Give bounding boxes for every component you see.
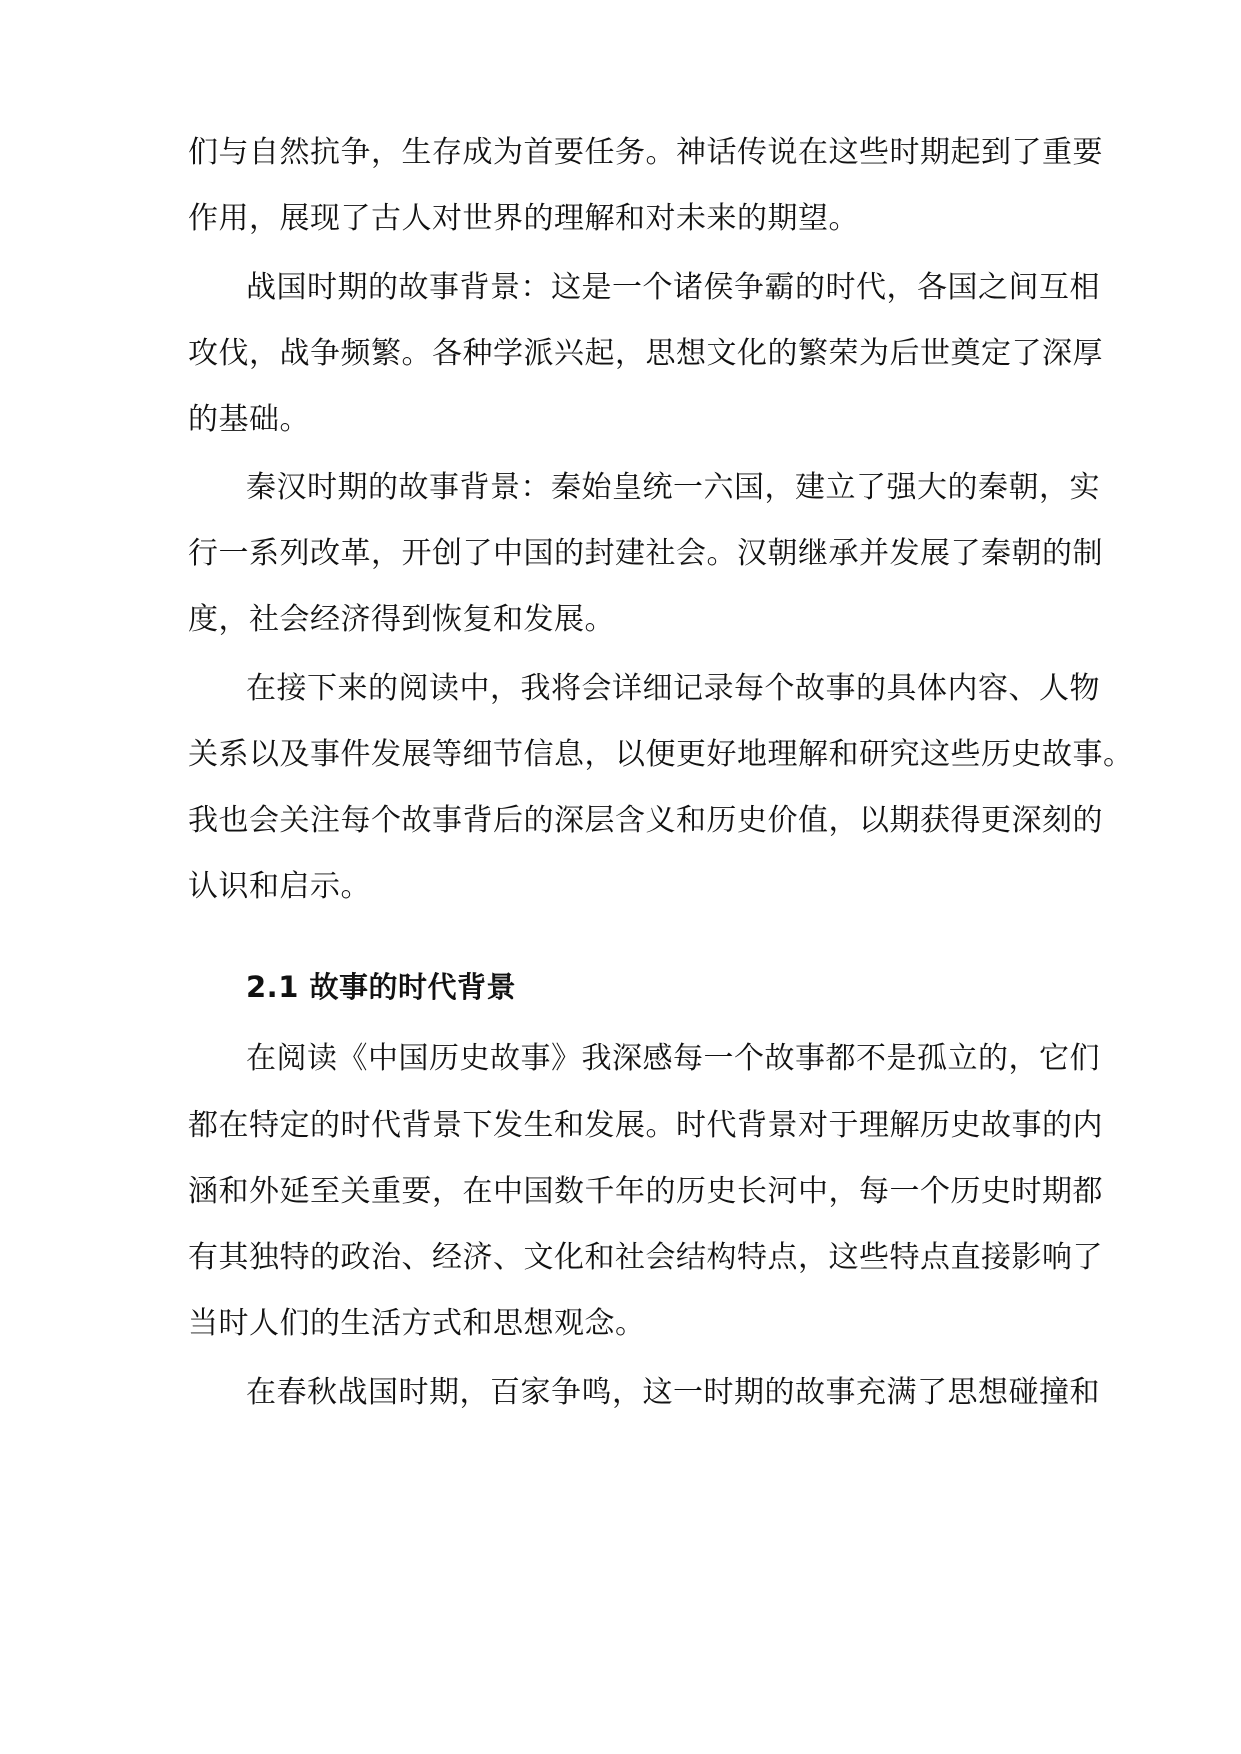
paragraph-line: 在阅读《中国历史故事》我深感每一个故事都不是孤立的，它们 bbox=[246, 1041, 1100, 1076]
paragraph-line: 涵和外延至关重要，在中国数千年的历史长河中，每一个历史时期都 bbox=[188, 1174, 1103, 1209]
paragraph-line: 我也会关注每个故事背后的深层含义和历史价值，以期获得更深刻的 bbox=[188, 803, 1103, 838]
paragraph-line: 秦汉时期的故事背景：秦始皇统一六国，建立了强大的秦朝，实 bbox=[246, 470, 1100, 505]
paragraph-line: 们与自然抗争，生存成为首要任务。神话传说在这些时期起到了重要 bbox=[188, 135, 1103, 170]
paragraph-line: 当时人们的生活方式和思想观念。 bbox=[188, 1306, 646, 1341]
paragraph-line: 关系以及事件发展等细节信息，以便更好地理解和研究这些历史故事。 bbox=[188, 737, 1134, 772]
paragraph-line: 都在特定的时代背景下发生和发展。时代背景对于理解历史故事的内 bbox=[188, 1108, 1103, 1143]
paragraph-line: 战国时期的故事背景：这是一个诸侯争霸的时代，各国之间互相 bbox=[246, 270, 1100, 305]
paragraph-line: 在接下来的阅读中，我将会详细记录每个故事的具体内容、人物 bbox=[246, 671, 1100, 706]
paragraph-line: 作用，展现了古人对世界的理解和对未来的期望。 bbox=[188, 201, 859, 236]
paragraph-line: 度，社会经济得到恢复和发展。 bbox=[188, 602, 615, 637]
paragraph-line: 的基础。 bbox=[188, 402, 310, 437]
paragraph-line: 在春秋战国时期，百家争鸣，这一时期的故事充满了思想碰撞和 bbox=[246, 1375, 1100, 1410]
section-heading: 2.1 故事的时代背景 bbox=[246, 970, 516, 1004]
paragraph-line: 攻伐，战争频繁。各种学派兴起，思想文化的繁荣为后世奠定了深厚 bbox=[188, 336, 1103, 371]
paragraph-line: 行一系列改革，开创了中国的封建社会。汉朝继承并发展了秦朝的制 bbox=[188, 536, 1103, 571]
paragraph-line: 有其独特的政治、经济、文化和社会结构特点，这些特点直接影响了 bbox=[188, 1240, 1103, 1275]
paragraph-line: 认识和启示。 bbox=[188, 869, 371, 904]
